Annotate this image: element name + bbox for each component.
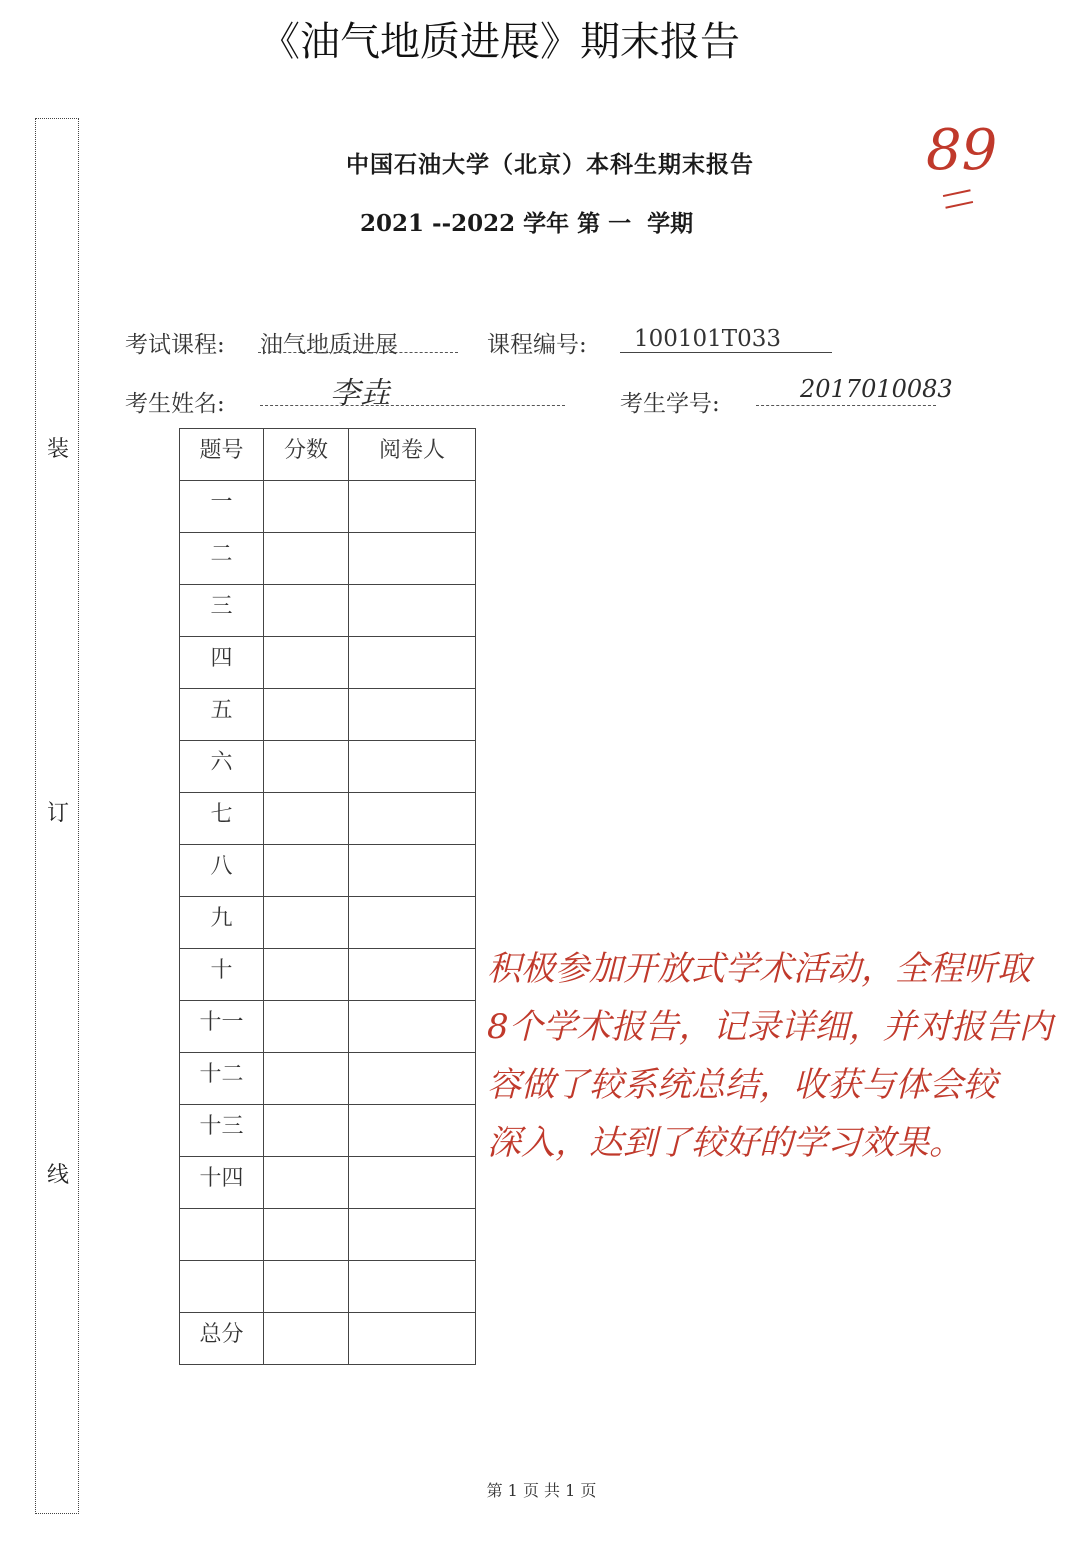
course-underline: [258, 352, 458, 353]
question-number-cell-text: 十一: [199, 1010, 244, 1035]
question-number-cell-text: 六: [210, 750, 233, 775]
header-score: [264, 429, 349, 481]
grade-double-underline: [943, 189, 973, 209]
comment-line: 容做了较系统总结，收获与体会较: [487, 1065, 997, 1105]
teacher-comment: [487, 940, 1053, 1172]
table-row: [180, 1105, 476, 1157]
score-cell: [264, 1105, 349, 1157]
question-number-cell-text: 九: [210, 906, 233, 931]
question-number-cell-text: 七: [210, 802, 233, 827]
table-row: [180, 585, 476, 637]
question-number-cell-text: 二: [210, 542, 233, 567]
question-number-cell: [180, 1157, 264, 1209]
binding-char-zhuang: 装: [46, 437, 69, 462]
question-number-cell: [180, 1105, 264, 1157]
question-number-cell: [180, 1209, 264, 1261]
table-row: [180, 1001, 476, 1053]
grader-cell: [349, 1261, 476, 1313]
header-grader-text: 阅卷人: [378, 438, 445, 463]
question-number-cell: [180, 949, 264, 1001]
score-cell: [264, 845, 349, 897]
grader-cell: [349, 1001, 476, 1053]
score-cell: [264, 1157, 349, 1209]
question-number-cell: [180, 1001, 264, 1053]
question-number-cell-text: 八: [210, 854, 233, 879]
table-row: [180, 1261, 476, 1313]
grader-cell: [349, 897, 476, 949]
score-cell: [264, 1053, 349, 1105]
comment-line: 积极参加开放式学术活动，全程听取: [487, 949, 1031, 989]
grader-cell: [349, 637, 476, 689]
table-row: [180, 1053, 476, 1105]
student-name-underline: [260, 405, 565, 406]
score-cell: [264, 1001, 349, 1053]
grader-cell: [349, 1105, 476, 1157]
grader-cell: [349, 1157, 476, 1209]
grader-cell: [349, 949, 476, 1001]
score-table: [179, 428, 476, 1365]
table-row: [180, 637, 476, 689]
question-number-cell-text: 一: [210, 490, 233, 515]
table-row: [180, 949, 476, 1001]
binding-char-xian: 线: [46, 1163, 69, 1188]
score-cell: [264, 741, 349, 793]
score-cell: [264, 1261, 349, 1313]
grader-cell: [349, 793, 476, 845]
question-number-cell: [180, 689, 264, 741]
question-number-cell: [180, 897, 264, 949]
question-number-cell-text: 十: [210, 958, 233, 983]
header-question-no-text: 题号: [199, 438, 244, 463]
comment-line: 深入，达到了较好的学习效果。: [487, 1123, 963, 1163]
binding-char-ding: 订: [46, 801, 69, 826]
course-code-underline: [620, 352, 832, 353]
score-cell: [264, 1313, 349, 1365]
header-grader: [349, 429, 476, 481]
question-number-cell-text: 总分: [199, 1322, 244, 1347]
student-name-label: 考生姓名:: [125, 391, 225, 417]
score-cell: [264, 1209, 349, 1261]
comment-line: 8个学术报告，记录详细，并对报告内: [487, 1007, 1053, 1047]
question-number-cell: [180, 585, 264, 637]
academic-year-line: 2021 --2022 学年 第 一 学期: [360, 210, 694, 237]
score-cell: [264, 897, 349, 949]
course-code-label: 课程编号:: [487, 332, 587, 358]
grade-score: 89: [926, 118, 998, 183]
student-name-value: 李垚: [330, 376, 390, 411]
question-number-cell-text: 十三: [199, 1114, 244, 1139]
page-footer: 第 1 页 共 1 页: [486, 1481, 597, 1500]
question-number-cell: [180, 637, 264, 689]
score-cell: [264, 793, 349, 845]
question-number-cell: [180, 1313, 264, 1365]
student-id-underline: [756, 405, 936, 406]
grader-cell: [349, 585, 476, 637]
course-label: 考试课程:: [125, 332, 225, 358]
table-row: [180, 689, 476, 741]
course-code-value: 100101T033: [634, 326, 782, 352]
score-cell: [264, 585, 349, 637]
student-id-value: 2017010083: [800, 375, 953, 403]
table-row: [180, 533, 476, 585]
score-cell: [264, 949, 349, 1001]
question-number-cell: [180, 533, 264, 585]
table-row: [180, 793, 476, 845]
score-cell: [264, 637, 349, 689]
score-cell: [264, 689, 349, 741]
table-header-row: [180, 429, 476, 481]
question-number-cell-text: 三: [210, 594, 233, 619]
document-title: 《油气地质进展》期末报告: [260, 19, 740, 65]
table-row: [180, 1313, 476, 1365]
score-cell: [264, 481, 349, 533]
header-score-text: 分数: [283, 438, 328, 463]
grader-cell: [349, 533, 476, 585]
question-number-cell: [180, 741, 264, 793]
grader-cell: [349, 845, 476, 897]
grader-cell: [349, 481, 476, 533]
student-id-label: 考生学号:: [620, 391, 720, 417]
grader-cell: [349, 689, 476, 741]
question-number-cell-text: 五: [210, 698, 233, 723]
table-row: [180, 481, 476, 533]
score-cell: [264, 533, 349, 585]
grader-cell: [349, 1209, 476, 1261]
header-question-no: [180, 429, 264, 481]
question-number-cell: [180, 793, 264, 845]
question-number-cell: [180, 845, 264, 897]
question-number-cell: [180, 1053, 264, 1105]
table-row: [180, 1209, 476, 1261]
question-number-cell-text: 四: [210, 646, 233, 671]
course-value: 油气地质进展: [260, 332, 398, 358]
table-row: [180, 741, 476, 793]
question-number-cell: [180, 1261, 264, 1313]
grader-cell: [349, 1313, 476, 1365]
table-row: [180, 897, 476, 949]
grader-cell: [349, 1053, 476, 1105]
report-heading: 中国石油大学（北京）本科生期末报告: [346, 151, 754, 178]
table-row: [180, 845, 476, 897]
grader-cell: [349, 741, 476, 793]
table-row: [180, 1157, 476, 1209]
question-number-cell-text: 十四: [199, 1166, 244, 1191]
question-number-cell: [180, 481, 264, 533]
question-number-cell-text: 十二: [199, 1062, 244, 1087]
